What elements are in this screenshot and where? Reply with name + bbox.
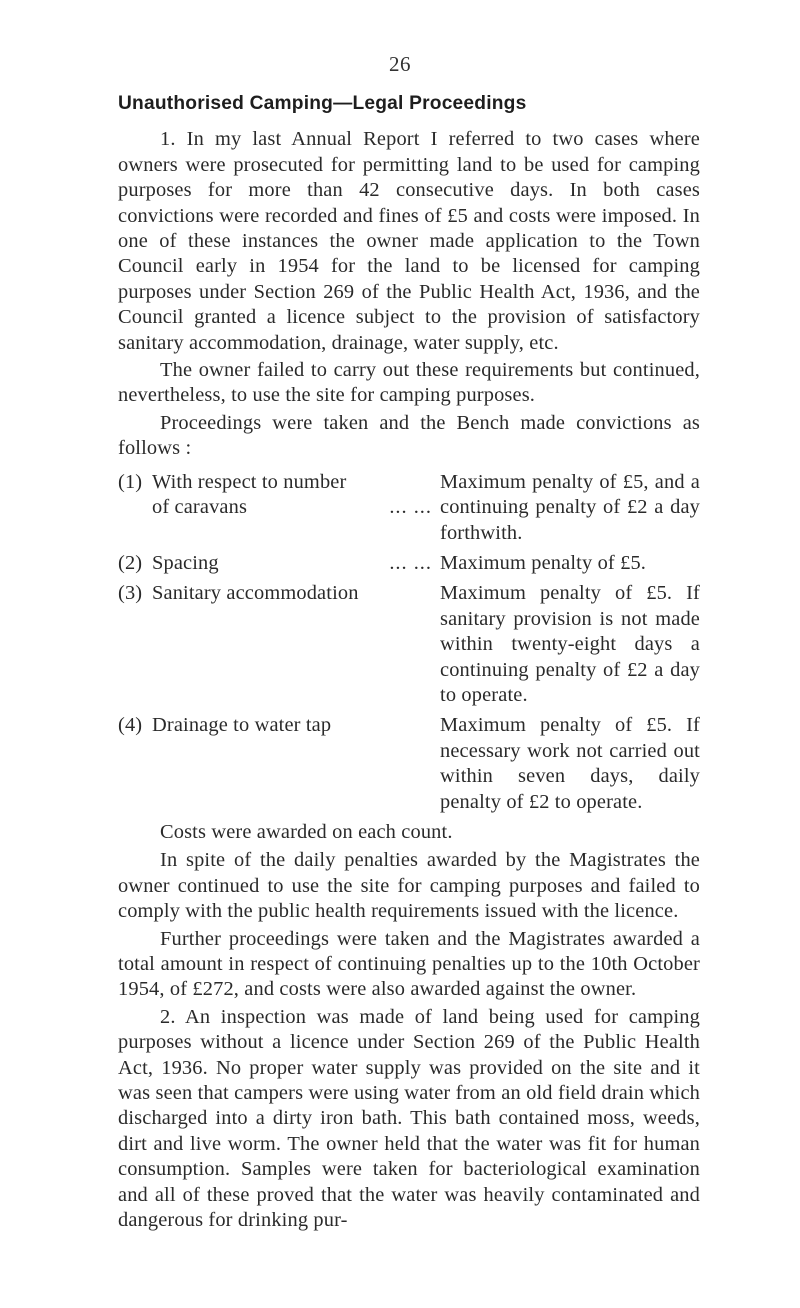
- section-heading: Unauthorised Camping—Legal Proceedings: [118, 93, 527, 114]
- dot-leader: ... ...: [389, 551, 432, 574]
- conviction-label: Spacing ... ...: [152, 551, 440, 576]
- paragraph-failure: The owner failed to carry out these requirements but continued, nevertheless, to use the site for camping purposes.: [118, 359, 700, 407]
- page-content: [118, 91, 700, 1233]
- conviction-item: [118, 713, 700, 815]
- paragraph-further-proceedings: Further proceedings were taken and the Magistrates awarded a total amount in respect of continuing penalties up to the 10th October 1954, of £272, and costs were also awarded against the owner.: [118, 927, 700, 1001]
- conviction-number: (1): [118, 470, 143, 493]
- conviction-penalty: Maximum penalty of £5. If necessary work not carried out within seven days, daily penalty of £2 to operate.: [440, 714, 700, 813]
- dot-leader: ... ...: [389, 496, 432, 519]
- paragraph-case-2: 2. An inspection was made of land being used for camping purposes without a licence under Section 269 of the Public Health Act, 1936. No proper water supply was provided on the site and it was seen that campers were using water from an old field drain which discharged into a dirty iron bath. This bath contained moss, weeds, dirt and live worm. The owner held that the water was fit for human consumption. Samples were taken for bacteriological examination and all of these proved that the water was heavily contaminated and dangerous for drinking pur-: [118, 1005, 700, 1232]
- conviction-number: (4): [118, 714, 143, 737]
- convictions-list: [118, 470, 700, 815]
- conviction-item: [118, 581, 700, 708]
- conviction-penalty: Maximum penalty of £5. If sanitary provision is not made within twenty-eight days a continuing penalty of £2 a day to operate.: [440, 582, 700, 706]
- page-number: 26: [389, 52, 411, 76]
- paragraph-daily-penalties: In spite of the daily penalties awarded by the Magistrates the owner continued to use the site for camping purposes and failed to comply with the public health requirements issued with the licence.: [118, 849, 700, 923]
- conviction-penalty: Maximum penalty of £5.: [440, 551, 647, 574]
- paragraph-case-1: 1. In my last Annual Report I referred to two cases where owners were prosecuted for permitting land to be used for camping purposes for more than 42 consecutive days. In both cases convictions were recorded and fines of £5 and costs were imposed. In one of these instances the owner made application to the Town Council early in 1954 for the land to be licensed for camping purposes under Section 269 of the Public Health Act, 1936, and the Council granted a licence subject to the provision of satisfactory sanitary accommodation, drainage, water supply, etc.: [118, 128, 700, 354]
- conviction-label: With respect to number of caravans ... ...: [152, 470, 440, 546]
- conviction-penalty: Maximum penalty of £5, and a continuing penalty of £2 a day forthwith.: [440, 470, 700, 544]
- costs-note: Costs were awarded on each count.: [160, 820, 453, 843]
- conviction-number: (3): [118, 582, 143, 605]
- conviction-label: Sanitary accommodation: [152, 582, 359, 605]
- conviction-number: (2): [118, 551, 143, 574]
- paragraph-proceedings: Proceedings were taken and the Bench made convictions as follows :: [118, 411, 700, 460]
- conviction-label: Drainage to water tap: [152, 714, 332, 737]
- conviction-item: [118, 470, 700, 546]
- conviction-item: [118, 551, 700, 576]
